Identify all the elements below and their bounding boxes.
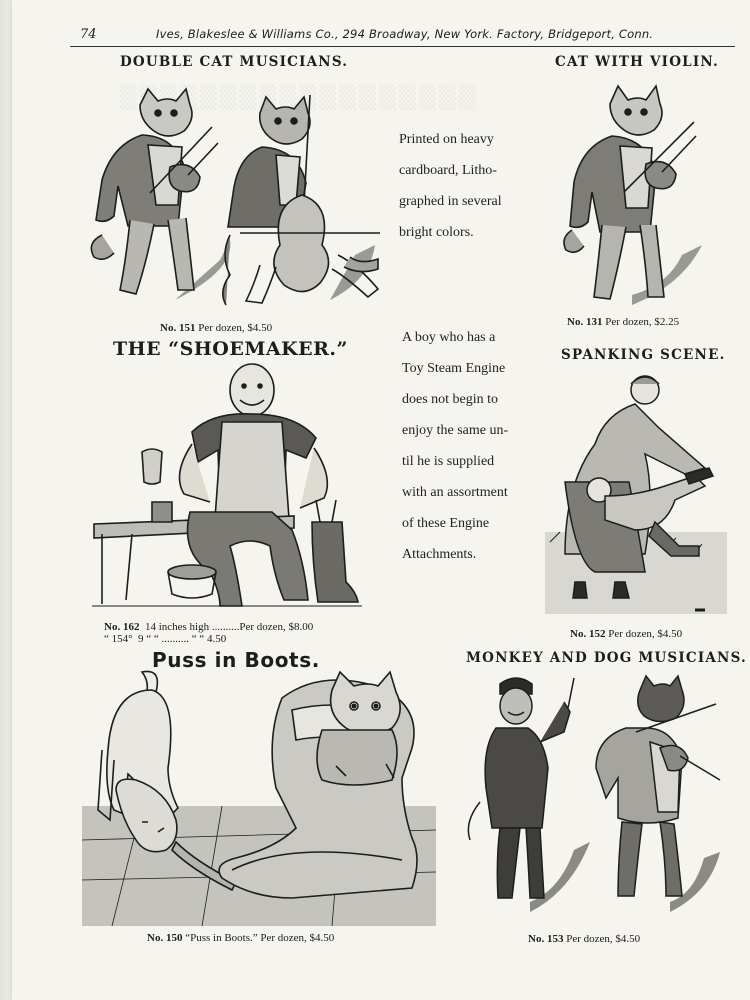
puss-price: “Puss in Boots.” Per dozen, $4.50 — [185, 932, 335, 944]
header-rule — [70, 46, 735, 47]
boy-description — [402, 322, 508, 570]
double-cat-price: Per dozen, $4.50 — [198, 322, 273, 334]
shoemaker-price-154: 9 “ “ .......... “ “ 4.50 — [138, 633, 227, 645]
printed-description — [399, 124, 502, 248]
boy-line: Attachments. — [402, 547, 477, 562]
cat-violin-number: No. 131 — [567, 316, 603, 328]
boy-line: Toy Steam Engine — [402, 361, 506, 376]
double-cat-illustration — [80, 75, 380, 320]
puss-number: No. 150 — [147, 932, 183, 944]
monkey-dog-title: MONKEY AND DOG MUSICIANS. — [466, 650, 747, 666]
printed-line: bright colors. — [399, 225, 474, 240]
double-cat-number: No. 151 — [160, 322, 196, 334]
printed-line: Printed on heavy — [399, 132, 494, 147]
boy-line: enjoy the same un- — [402, 423, 509, 438]
puss-illustration — [82, 670, 436, 928]
shoemaker-number-162: No. 162 — [104, 621, 140, 633]
boy-line: with an assortment — [402, 485, 508, 500]
spanking-caption — [570, 628, 682, 640]
double-cat-caption — [160, 322, 272, 334]
boy-line: til he is supplied — [402, 454, 495, 469]
printed-line: graphed in several — [399, 194, 502, 209]
page-number: 74 — [80, 27, 97, 42]
shoemaker-title: THE “SHOEMAKER.” — [113, 338, 348, 360]
publisher-header: Ives, Blakeslee & Williams Co., 294 Broadway, New York. Factory, Bridgeport, Conn. — [156, 27, 654, 41]
shoemaker-illustration — [92, 362, 362, 617]
cat-violin-title: CAT WITH VIOLIN. — [555, 54, 719, 70]
boy-line: A boy who has a — [402, 330, 496, 345]
spanking-price: Per dozen, $4.50 — [608, 628, 683, 640]
spanking-illustration — [545, 372, 727, 620]
boy-line: does not begin to — [402, 392, 499, 407]
monkey-dog-illustration — [460, 672, 740, 924]
printed-line: cardboard, Litho- — [399, 163, 497, 178]
boy-line: of these Engine — [402, 516, 490, 531]
spanking-title: SPANKING SCENE. — [561, 347, 726, 363]
double-cat-title: DOUBLE CAT MUSICIANS. — [120, 54, 349, 70]
spanking-number: No. 152 — [570, 628, 606, 640]
shoemaker-number-154: “ 154° — [104, 633, 133, 645]
cat-violin-caption — [567, 316, 679, 328]
monkey-dog-price: Per dozen, $4.50 — [566, 933, 641, 945]
cat-violin-illustration — [562, 80, 712, 312]
shoemaker-caption — [104, 621, 313, 645]
page-edge — [0, 0, 12, 1000]
puss-caption — [147, 932, 334, 944]
puss-title: Puss in Boots. — [152, 648, 320, 672]
monkey-dog-number: No. 153 — [528, 933, 564, 945]
shoemaker-price-162: 14 inches high ..........Per dozen, $8.00 — [144, 621, 314, 633]
monkey-dog-caption — [528, 933, 640, 945]
cat-violin-price: Per dozen, $2.25 — [605, 316, 680, 328]
